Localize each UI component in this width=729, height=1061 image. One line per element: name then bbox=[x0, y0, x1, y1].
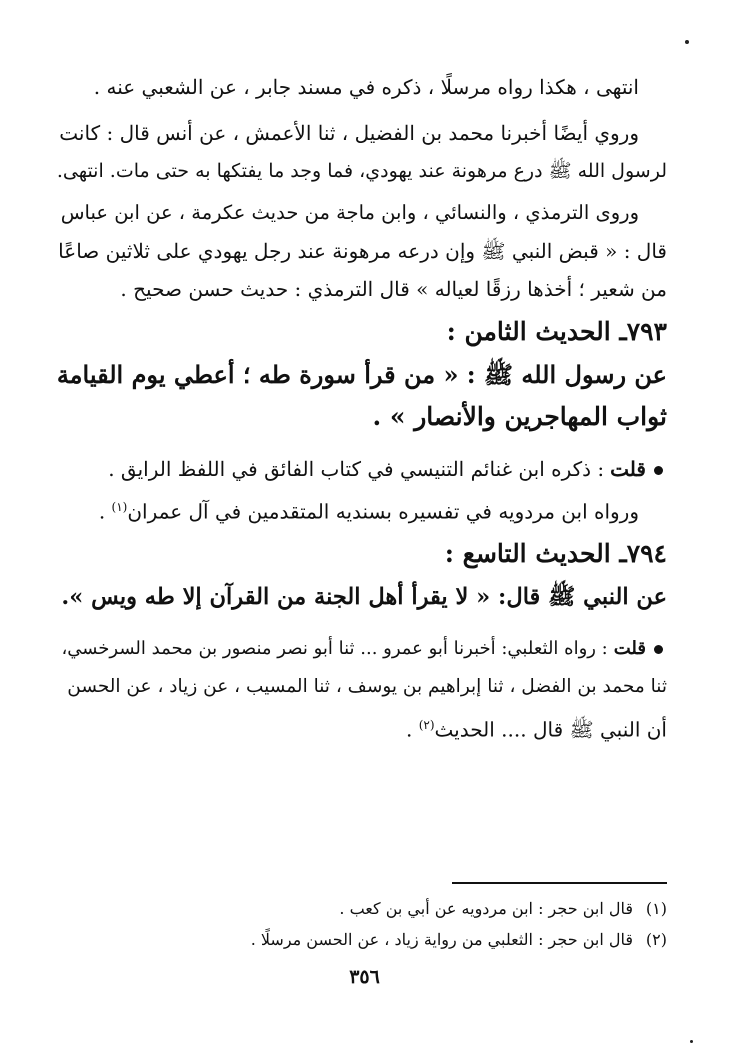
note-text: ورواه ابن مردويه في تفسيره بسنديه المتقدمين في آل عمران bbox=[127, 499, 639, 524]
note-end: . bbox=[405, 717, 419, 742]
hadith-793-section bbox=[57, 310, 667, 531]
note-text: : ذكره ابن غنائم التنيسي في كتاب الفائق في اللفظ الرايق . bbox=[108, 457, 605, 481]
hadith-text-line: عن النبي ﷺ قال: « لا يقرأ أهل الجنة من القرآن إلا طه ويس ». bbox=[61, 584, 667, 610]
footnote-ref: (٢) bbox=[418, 718, 435, 732]
bullet-icon bbox=[654, 466, 663, 475]
note-line bbox=[57, 706, 667, 749]
footnote-divider bbox=[452, 882, 667, 884]
hadith-heading: ٧٩٤ـ الحديث التاسع : bbox=[444, 539, 667, 568]
note-line: ثنا محمد بن الفضل ، ثنا إبراهيم بن يوسف ، ثنا المسيب ، عن زياد ، عن الحسن bbox=[67, 676, 667, 697]
note-line bbox=[57, 488, 667, 531]
intro-text bbox=[57, 68, 667, 308]
note-label: قلت bbox=[610, 457, 646, 481]
text-line: لرسول الله ﷺ درع مرهونة عند يهودي، فما وجد ما يفتكها به حتى مات. انتهى. bbox=[56, 160, 667, 182]
footnote-text: قال ابن حجر : الثعلبي من رواية زياد ، عن الحسن مرسلًا . bbox=[250, 930, 633, 949]
hadith-794-section bbox=[57, 532, 667, 749]
text-line: وروى الترمذي ، والنسائي ، وابن ماجة من حديث عكرمة ، عن ابن عباس bbox=[60, 201, 639, 224]
text-line: من شعير ؛ أخذها رزقًا لعياله » قال الترمذي : حديث حسن صحيح . bbox=[120, 277, 667, 301]
text-line: انتهى ، هكذا رواه مرسلًا ، ذكره في مسند جابر ، عن الشعبي عنه . bbox=[93, 75, 639, 99]
footnote-ref: (١) bbox=[111, 500, 128, 514]
note-label: قلت bbox=[613, 638, 646, 659]
note-text: : رواه الثعلبي: أخبرنا أبو عمرو ... ثنا أبو نصر منصور بن محمد السرخسي، bbox=[61, 638, 608, 659]
text-line: قال : « قبض النبي ﷺ وإن درعه مرهونة عند رجل يهودي على ثلاثين صاعًا bbox=[58, 239, 667, 263]
scan-speck bbox=[690, 1040, 693, 1043]
footnote-item bbox=[57, 924, 667, 955]
footnotes bbox=[57, 893, 667, 955]
footnote-number: (١) bbox=[645, 899, 667, 918]
page-number: ٣٥٦ bbox=[349, 966, 380, 988]
hadith-text-line: ثواب المهاجرين والأنصار » . bbox=[372, 402, 667, 431]
note-line bbox=[57, 630, 667, 668]
scan-speck bbox=[685, 40, 689, 44]
note-line bbox=[57, 450, 667, 488]
footnote-number: (٢) bbox=[645, 930, 667, 949]
footnote-text: قال ابن حجر : ابن مردويه عن أبي بن كعب . bbox=[339, 899, 633, 918]
footnote-item bbox=[57, 893, 667, 924]
note-end: . bbox=[98, 499, 112, 524]
text-line: وروي أيضًا أخبرنا محمد بن الفضيل ، ثنا الأعمش ، عن أنس قال : كانت bbox=[59, 121, 639, 145]
hadith-text-line: عن رسول الله ﷺ : « من قرأ سورة طه ؛ أعطي يوم القيامة bbox=[56, 360, 667, 389]
note-text: أن النبي ﷺ قال .... الحديث bbox=[434, 717, 667, 742]
bullet-icon bbox=[654, 645, 663, 654]
hadith-heading: ٧٩٣ـ الحديث الثامن : bbox=[446, 317, 667, 346]
